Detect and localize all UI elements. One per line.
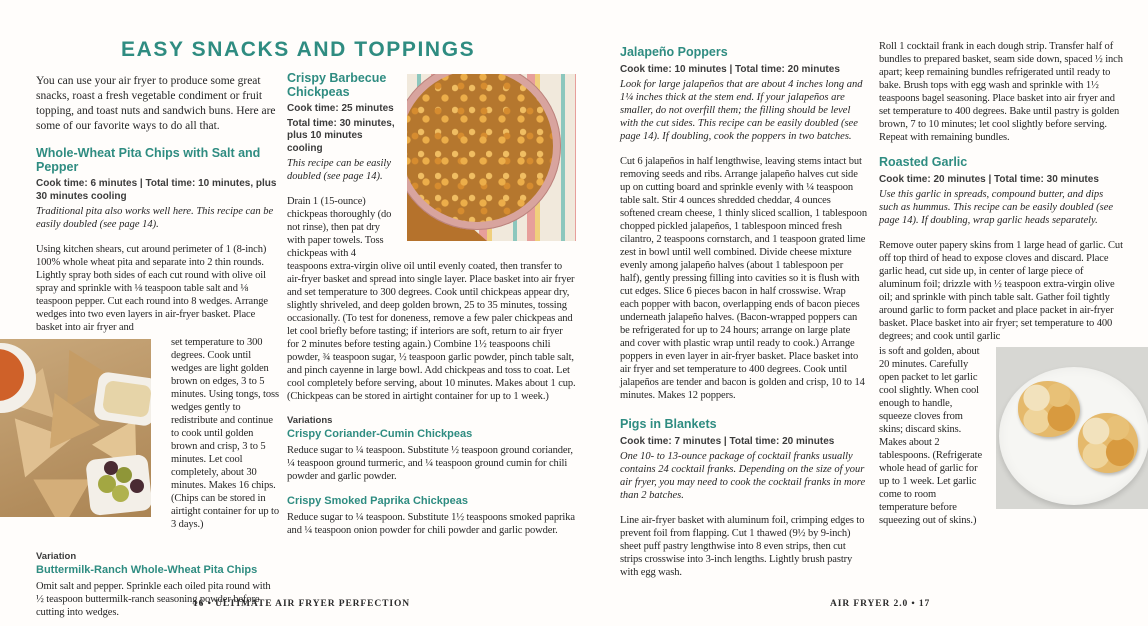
recipe-meta-poppers: Cook time: 10 minutes | Total time: 20 minutes	[620, 63, 840, 75]
recipe-note-roasted-garlic: Use this garlic in spreads, compound butter, and dips such as hummus. This recipe can be easily doubled (see page 14). If doubling, wrap garlic heads separately.	[879, 189, 1114, 226]
recipe-body-chickpeas: Drain 1 (15-ounce) chickpeas thoroughly (do not rinse), then pat dry with paper towels. Toss chickpeas with 4 teaspoons extra-virgin olive oil until evenly coated, then transfer to air-fryer basket and spread into single layer. Place basket into air fryer and set temperature to 300 degrees. Cook until chickpeas appear dry, slightly shriveled, and deep golden brown, 25 to 35 minutes, tossing occasionally. (To test for doneness, remove a few paler chickpeas and let cool briefly before tasting; if interiors are soft, return to air fryer for 2 minutes before testing again.) Combine 1½ teaspoons chili powder, ¾ teaspoon sugar, ½ teaspoon garlic powder, pinch table salt, and pinch cayenne in large bowl. Add chickpeas and toss to coat. Let cool completely before serving, about 10 minutes. Makes about 1 cup. (Chickpeas can be stored in airtight container for up to 1 week.)	[287, 196, 576, 402]
recipe-title-roasted-garlic: Roasted Garlic	[879, 155, 968, 169]
variation-body-buttermilk-ranch: Omit salt and pepper. Sprinkle each oiled pita round with ½ teaspoon buttermilk-ranch seasoning powder before cutting into wedges.	[36, 581, 271, 618]
intro-paragraph: You can use your air fryer to produce some great snacks, roast a fresh vegetable condiment or fruit topping, and toast nuts and sandwich buns. Here are some of our favorite ways to do all that.	[36, 75, 276, 132]
column-right-page-2	[879, 40, 1123, 539]
variation-title-buttermilk-ranch: Buttermilk-Ranch Whole-Wheat Pita Chips	[36, 564, 258, 576]
recipe-meta-chickpeas-total: Total time: 30 minutes, plus 10 minutes cooling	[287, 117, 395, 154]
recipe-body-poppers: Cut 6 jalapeños in half lengthwise, leaving stems intact but removing seeds and ribs. Arrange jalapeño halves cut side up on cutting board and sprinkle evenly with ¼ teaspoon table salt. Stir 4 ounces shredded cheddar, 4 ounces softened cream cheese, 1 thinly sliced scallion, 1 tablespoon chopped pickled jalapeños, 1 tablespoon minced fresh cilantro, 2 teaspoons cornstarch, and 1 teaspoon grated lime zest in bowl until well combined. Divide cheese mixture evenly among jalapeño halves (about 1 tablespoon per half), gently pressing filling into cavities so it is flush with cut edges. Slice 6 pieces bacon in half crosswise. Wrap each popper with bacon, overlapping ends of bacon pieces underneath jalapeño halves. (Bacon-wrapped poppers can be refrigerated for up to 24 hours; arrange on large plate and cover with plastic wrap until ready to cook.) Arrange poppers in even layer in air-fryer basket. Place basket into air fryer and set temperature to 400 degrees. Cook until jalapeños are tender and bacon is golden and crisp, 10 to 14 minutes. Makes 12 poppers.	[620, 156, 867, 401]
column-right-page-1	[620, 46, 867, 591]
recipe-body-pita-chips-part2: set temperature to 300 degrees. Cook until wedges are light golden brown on edges, 3 to 5 minutes. Using tongs, toss wedges gently to redistribute and continue to cook until golden brown and crisp, 3 to 5 minutes. Let cool completely, about 30 minutes. Makes 16 chips. (Chips can be stored in airtight container for up to 3 days.)	[171, 337, 279, 530]
pita-chips-photo	[0, 339, 151, 517]
recipe-note-pita-chips: Traditional pita also works well here. This recipe can be easily doubled (see page 14).	[36, 206, 274, 230]
recipe-meta-chickpeas-cook: Cook time: 25 minutes	[287, 103, 394, 114]
garlic-head-shape	[1078, 413, 1138, 473]
recipe-note-pigs-in-blankets: One 10- to 13-ounce package of cocktail franks usually contains 24 cocktail franks. Depending on the size of your air fryer, you may need to cook the cocktail franks in more than 2 batches.	[620, 451, 866, 501]
variation-body-smoked-paprika: Reduce sugar to ¼ teaspoon. Substitute 1½ teaspoons smoked paprika and ¼ teaspoon onion powder for chili powder and garlic powder.	[287, 512, 575, 536]
recipe-meta-pita-chips: Cook time: 6 minutes | Total time: 10 minutes, plus 30 minutes cooling	[36, 178, 277, 202]
variation-title-smoked-paprika: Crispy Smoked Paprika Chickpeas	[287, 495, 468, 507]
column-left-page-2	[287, 72, 576, 549]
chickpeas-fill-shape	[407, 74, 553, 222]
recipe-note-poppers: Look for large jalapeños that are about 4 inches long and 1¼ inches thick at the stem end. If your jalapeños are smaller, do not overfill them; the filling should be level with the cut sides. This recipe can be easily doubled (see page 14). If doubling, cook the poppers in two batches.	[620, 79, 863, 142]
footer-right-page: AIR FRYER 2.0 • 17	[830, 599, 931, 609]
pita-text-wrap	[36, 336, 280, 543]
chickpeas-photo	[407, 74, 576, 241]
recipe-title-poppers: Jalapeño Poppers	[620, 45, 728, 59]
recipe-body-roasted-garlic-part1: Remove outer papery skins from 1 large head of garlic. Cut off top third of head to expose cloves and discard. Place garlic head, cut side up, in center of large piece of aluminum foil; drizzle with ½ teaspoon extra-virgin olive oil; and sprinkle with pinch table salt. Gather foil tightly around garlic to form packet and place packet in air-fryer basket. Place basket into air fryer; set temperature to 400 degrees; and cook until garlic	[879, 240, 1123, 342]
footer-left-page: 16 • ULTIMATE AIR FRYER PERFECTION	[193, 599, 411, 609]
olive-shape	[116, 467, 132, 483]
chickpeas-bowl-shape	[407, 74, 561, 230]
recipe-meta-roasted-garlic: Cook time: 20 minutes | Total time: 30 minutes	[879, 173, 1099, 185]
variation-label-pita: Variation	[36, 551, 77, 562]
garlic-head-shape	[1018, 381, 1080, 437]
page-title: EASY SNACKS AND TOPPINGS	[121, 38, 476, 61]
recipe-body-pita-chips-part1: Using kitchen shears, cut around perimeter of 1 (8-inch) 100% whole wheat pita and separate into 2 thin rounds. Lightly spray both sides of each cut round with olive oil spray and sprinkle with ⅛ teaspoon table salt and ⅛ teaspoon pepper. Cut each round into 8 wedges. Arrange wedges into two even layers in air-fryer basket. Place basket into air fryer and	[36, 244, 268, 333]
variation-body-coriander-cumin: Reduce sugar to ¼ teaspoon. Substitute ½ teaspoon ground coriander, ¼ teaspoon ground turmeric, and ¼ teaspoon ground cumin for chili powder and garlic powder.	[287, 445, 573, 482]
recipe-body-roasted-garlic-part2: is soft and golden, about 20 minutes. Carefully open packet to let garlic cool slightly. When cool enough to handle, squeeze cloves from skins; discard skins. Makes about 2 tablespoons. (Refrigerate whole head of garlic for up to 1 week. Let garlic come to room temperature before squeezing out of skins.)	[879, 346, 983, 526]
recipe-title-pigs-in-blankets: Pigs in Blankets	[620, 417, 717, 431]
olive-shape	[112, 485, 129, 502]
column-left-page-1	[36, 74, 280, 626]
recipe-title-chickpeas: Crispy Barbecue Chickpeas	[287, 71, 387, 99]
roasted-garlic-photo	[996, 347, 1148, 509]
recipe-body-pigs-in-blankets-part2: Roll 1 cocktail frank in each dough strip. Transfer half of bundles to prepared basket, seam side down, spaced ½ inch apart; keep remaining bundles refrigerated until ready to bake. Brush tops with egg wash and sprinkle with 1½ teaspoons bagel seasoning. Place basket into air fryer and set temperature to 400 degrees. Bake until pastry is golden brown, 7 to 10 minutes; let cool slightly before serving. Repeat with remaining bundles.	[879, 41, 1123, 143]
hummus-shape	[102, 380, 151, 418]
recipe-body-pigs-in-blankets-part1: Line air-fryer basket with aluminum foil, crimping edges to prevent foil from flapping. Cut 1 thawed (9½ by 9-inch) sheet puff pastry lengthwise into 8 even strips, then cut strips crosswise into 3-inch lengths. Lightly brush pastry with egg wash.	[620, 515, 865, 578]
kalamata-olive-shape	[130, 479, 144, 493]
kalamata-olive-shape	[104, 461, 118, 475]
recipe-meta-pigs-in-blankets: Cook time: 7 minutes | Total time: 20 minutes	[620, 435, 835, 447]
garlic-text-wrap	[879, 345, 1123, 539]
recipe-title-pita-chips: Whole-Wheat Pita Chips with Salt and Pepper	[36, 146, 261, 174]
variation-title-coriander-cumin: Crispy Coriander-Cumin Chickpeas	[287, 428, 473, 440]
recipe-note-chickpeas: This recipe can be easily doubled (see page 14).	[287, 158, 392, 182]
variations-label-chickpeas: Variations	[287, 415, 333, 426]
